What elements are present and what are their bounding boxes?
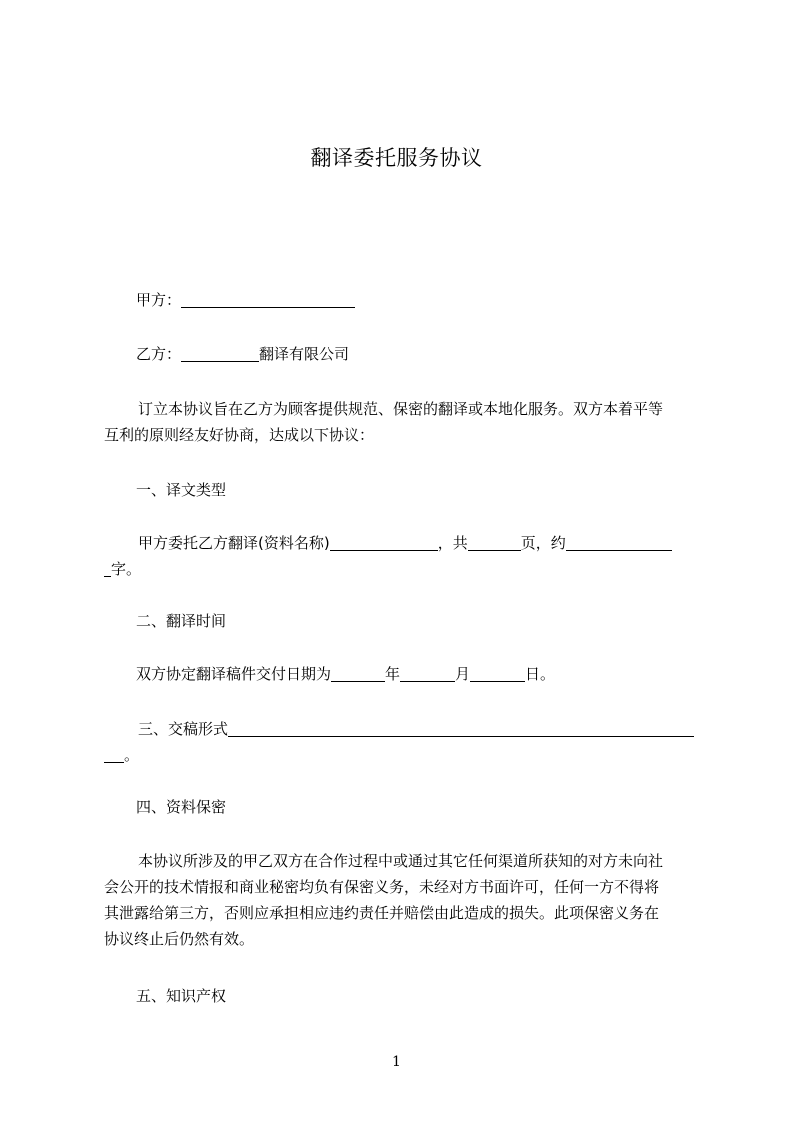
party-b-blank — [181, 345, 259, 362]
material-name-blank — [330, 534, 438, 551]
section-2-line: 双方协定翻译稿件交付日期为 年 月 日。 — [136, 665, 556, 683]
intro-line-2: 互利的原则经友好协商，达成以下协议： — [104, 426, 375, 444]
section-4-heading: 四、资料保密 — [136, 798, 227, 816]
page-count-blank — [468, 534, 521, 551]
word-count-blank-cont — [104, 560, 111, 577]
word-count-blank — [566, 534, 672, 551]
party-b-suffix: 翻译有限公司 — [259, 345, 350, 363]
page-number: 1 — [392, 1054, 401, 1070]
section-4-line-1: 本协议所涉及的甲乙双方在合作过程中或通过其它任何渠道所获知的对方未向社 — [138, 852, 664, 870]
section-4-line-2: 会公开的技术情报和商业秘密均负有保密义务，未经对方书面许可，任何一方不得将 — [104, 878, 660, 896]
section-3-heading: 三、交稿形式 — [138, 720, 229, 738]
party-a-label: 甲方： — [136, 291, 182, 309]
party-a-line — [136, 287, 736, 313]
section-3-line-1 — [138, 716, 738, 742]
party-a-blank — [181, 291, 355, 308]
delivery-format-blank-cont — [104, 746, 124, 763]
party-b-label: 乙方： — [136, 345, 182, 363]
section-1-heading: 一、译文类型 — [136, 481, 227, 499]
intro-line-1: 订立本协议旨在乙方为顾客提供规范、保密的翻译或本地化服务。双方本着平等 — [138, 400, 664, 418]
section-5-heading: 五、知识产权 — [136, 987, 227, 1005]
section-2-heading: 二、翻译时间 — [136, 612, 227, 630]
section-4-line-4: 协议终止后仍然有效。 — [104, 930, 255, 948]
section-1-line-2: 字。 — [104, 556, 704, 582]
day-blank — [470, 665, 525, 682]
year-blank — [331, 665, 385, 682]
month-blank — [400, 665, 455, 682]
document-title: 翻译委托服务协议 — [310, 146, 483, 170]
party-b-line — [136, 341, 736, 367]
section-4-line-3: 其泄露给第三方，否则应承担相应违约责任并赔偿由此造成的损失。此项保密义务在 — [104, 904, 660, 922]
delivery-format-blank — [228, 720, 694, 737]
section-1-line-1: 甲方委托乙方翻译(资料名称) ，共 页，约 — [138, 530, 738, 556]
section-3-line-2: 。 — [104, 742, 704, 768]
